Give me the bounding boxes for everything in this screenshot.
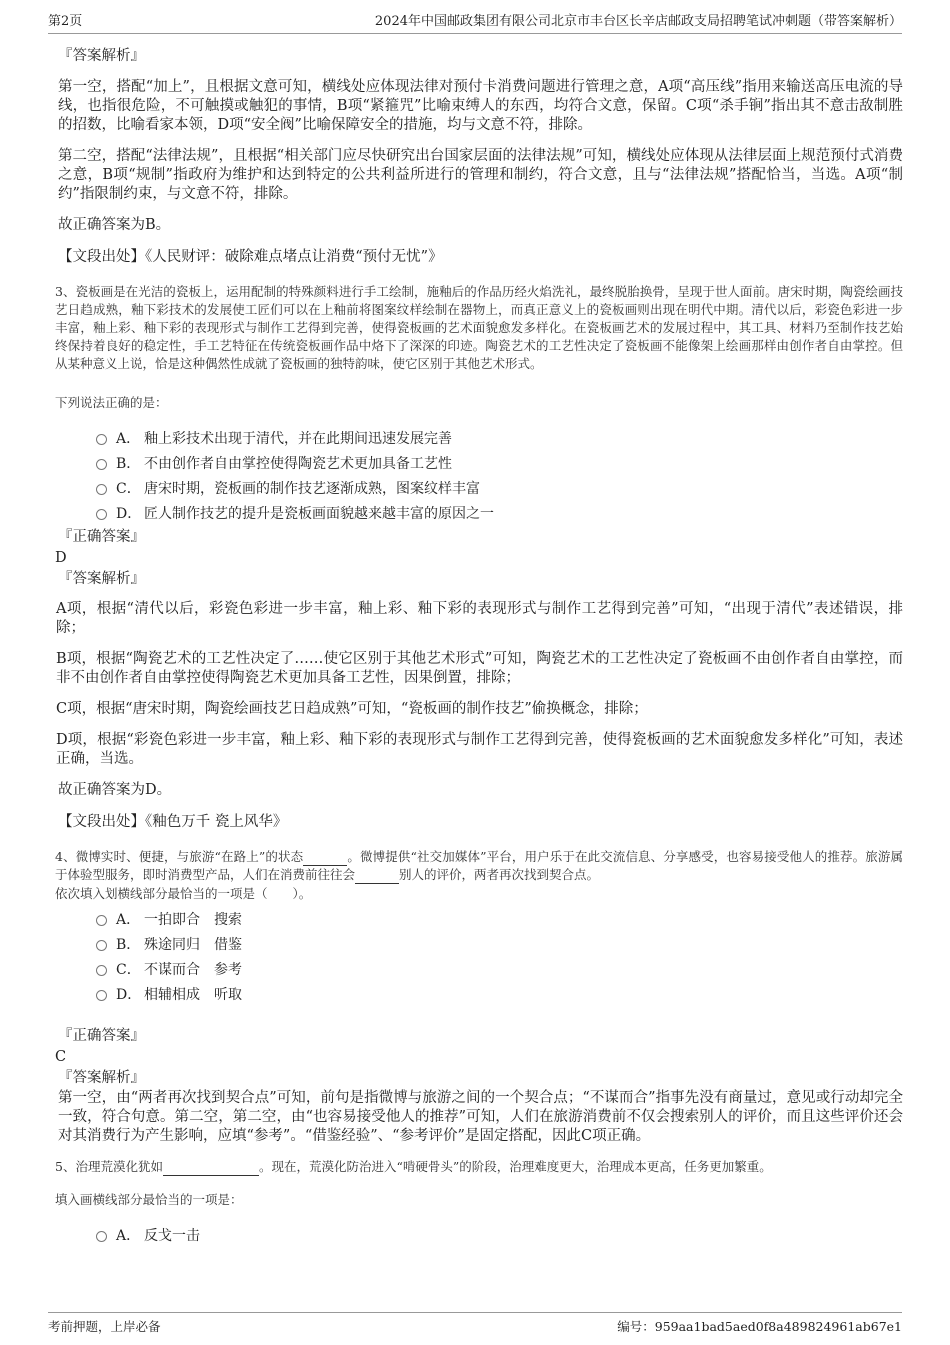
radio-icon[interactable]: [96, 434, 107, 445]
radio-icon[interactable]: [96, 484, 107, 495]
question-5: [55, 1158, 903, 1247]
analysis-paragraph: B项，根据“陶瓷艺术的工艺性决定了……使它区别于其他艺术形式”可知，陶瓷艺术的工艺性决定了瓷板画不由创作者自由掌控，而非不由创作者自由掌控使得陶瓷艺术更加具备工艺性，因果倒置，排除；: [56, 651, 903, 686]
document-id: 编号：959aa1bad5aed0f8a489824961ab67e1: [617, 1319, 902, 1334]
option-d[interactable]: D． 相辅相成 听取: [96, 981, 903, 1006]
footer-slogan: 考前押题，上岸必备: [48, 1319, 161, 1334]
analysis-paragraph: A项，根据“清代以后，彩瓷色彩进一步丰富，釉上彩、釉下彩的表现形式与制作工艺得到完善”可知，“出现于清代”表述错误，排除；: [56, 601, 903, 636]
page-number: 第2页: [48, 14, 83, 29]
analysis-label: 『答案解析』: [58, 48, 145, 64]
question-text: 4、微博实时、便捷，与旅游“在路上”的状态 。微博提供“社交加媒体”平台，用户乐于在此交流信息、分享感受，也容易接受他人的推荐。旅游属于体验型服务，即时消费型产品，人们在消费前往往会 别人的评价，两者再次找到契合点。: [55, 849, 903, 882]
fill-blank: [355, 870, 399, 884]
radio-icon[interactable]: [96, 459, 107, 470]
option-a[interactable]: A． 釉上彩技术出现于清代，并在此期间迅速发展完善: [96, 425, 903, 450]
question-instruction: 依次填入划横线部分最恰当的一项是（ ）。: [55, 886, 312, 901]
question-instruction: 填入画横线部分最恰当的一项是：: [55, 1192, 243, 1207]
radio-icon[interactable]: [96, 915, 107, 926]
option-b[interactable]: B． 殊途同归 借鉴: [96, 931, 903, 956]
page-footer: [48, 1312, 902, 1335]
fill-blank: [163, 1162, 259, 1176]
answer-label: 『正确答案』: [58, 1028, 145, 1044]
analysis-paragraph: C项，根据“唐宋时期，陶瓷绘画技艺日趋成熟”可知，“瓷板画的制作技艺”偷换概念，排除；: [56, 701, 648, 717]
radio-icon[interactable]: [96, 990, 107, 1001]
radio-icon[interactable]: [96, 965, 107, 976]
question-3: [55, 283, 903, 832]
option-list: [96, 425, 903, 525]
answer-label: 『正确答案』: [58, 529, 145, 545]
analysis-paragraph: 第一空，搭配“加上”，且根据文意可知，横线处应体现法律对预付卡消费问题进行管理之意，A项“高压线”指用来输送高压电流的导线，也指很危险，不可触摸或触犯的事情，B项“紧箍咒”比喻束缚人的东西，均符合文意，保留。C项“杀手锏”指出其不意击敌制胜的招数，比喻看家本领，D项“安全阀”比喻保障安全的措施，均与文意不符，排除。: [58, 79, 903, 133]
question-text: 5、治理荒漠化犹如 。现在，荒漠化防治进入“啃硬骨头”的阶段，治理难度更大，治理成本更高，任务更加繁重。: [55, 1159, 772, 1174]
option-d[interactable]: D． 匠人制作技艺的提升是瓷板画面貌越来越丰富的原因之一: [96, 500, 903, 525]
correct-answer: C: [55, 1049, 67, 1065]
question-4: [55, 848, 903, 1146]
analysis-conclusion: 故正确答案为D。: [58, 782, 172, 798]
analysis-paragraph: 第二空，搭配“法律法规”，且根据“相关部门应尽快研究出台国家层面的法律法规”可知，横线处应体现从法律层面上规范预付式消费之意，B项“规制”指政府为维护和达到特定的公共利益所进行的管理和制约，符合文意，且与“法律法规”搭配恰当，当选。A项“制约”指限制约束，与文意不符，排除。: [58, 148, 903, 202]
question-instruction: 下列说法正确的是：: [55, 395, 168, 410]
analysis-conclusion: 故正确答案为B。: [58, 217, 171, 233]
document-title: 2024年中国邮政集团有限公司北京市丰台区长辛店邮政支局招聘笔试冲刺题（带答案解析）: [374, 14, 902, 29]
option-c[interactable]: C． 不谋而合 参考: [96, 956, 903, 981]
option-a[interactable]: A． 一拍即合 搜索: [96, 906, 903, 931]
radio-icon[interactable]: [96, 1231, 107, 1242]
page-header: [48, 10, 902, 34]
fill-blank: [303, 852, 347, 866]
analysis-paragraph: 第一空，由“两者再次找到契合点”可知，前句是指微博与旅游之间的一个契合点；“不谋而合”指事先没有商量过，意见或行动却完全一致，符合句意。第二空，第二空，由“也容易接受他人的推荐”可知，人们在旅游消费前不仅会搜索别人的评价，而且这些评价还会对其消费行为产生影响，应填“参考”。“借鉴经验”、“参考评价”是固定搭配，因此C项正确。: [58, 1090, 903, 1144]
source-citation: 【文段出处】《釉色万千 瓷上风华》: [58, 814, 288, 830]
source-citation: 【文段出处】《人民财评：破除难点堵点让消费“预付无忧”》: [58, 249, 443, 265]
main-content: [55, 46, 903, 1247]
analysis-paragraph: D项，根据“彩瓷色彩进一步丰富，釉上彩、釉下彩的表现形式与制作工艺得到完善，使得瓷板画的艺术面貌愈发多样化”可知，表述正确，当选。: [56, 732, 903, 767]
option-b[interactable]: B． 不由创作者自由掌控使得陶瓷艺术更加具备工艺性: [96, 450, 903, 475]
correct-answer: D: [55, 550, 67, 566]
q2-analysis-section: [58, 46, 903, 267]
option-list: [96, 906, 903, 1006]
radio-icon[interactable]: [96, 940, 107, 951]
option-list: [96, 1222, 903, 1247]
analysis-label: 『答案解析』: [58, 1070, 145, 1086]
analysis-label: 『答案解析』: [58, 571, 145, 587]
option-a[interactable]: A． 反戈一击: [96, 1222, 903, 1247]
question-text: 3、瓷板画是在光洁的瓷板上，运用配制的特殊颜料进行手工绘制，施釉后的作品历经火焰洗礼，最终脱胎换骨，呈现于世人面前。唐宋时期，陶瓷绘画技艺日趋成熟，釉下彩技术的发展使工匠们可以在上釉前将图案纹样绘制在器物上，而真正意义上的瓷板画则出现在明代中期。清代以后，彩瓷色彩进一步丰富，釉上彩、釉下彩的表现形式与制作工艺得到完善，使得瓷板画的艺术面貌愈发多样化。在瓷板画艺术的发展过程中，其工具、材料乃至制作技艺始终保持着良好的稳定性，手工艺特征在传统瓷板画作品中烙下了深深的印迹。陶瓷艺术的工艺性决定了瓷板画不能像架上绘画那样由创作者自由掌控。但从某种意义上说，恰是这种偶然性成就了瓷板画的独特韵味，使它区别于其他艺术形式。: [55, 284, 903, 371]
option-c[interactable]: C． 唐宋时期，瓷板画的制作技艺逐渐成熟，图案纹样丰富: [96, 475, 903, 500]
radio-icon[interactable]: [96, 509, 107, 520]
